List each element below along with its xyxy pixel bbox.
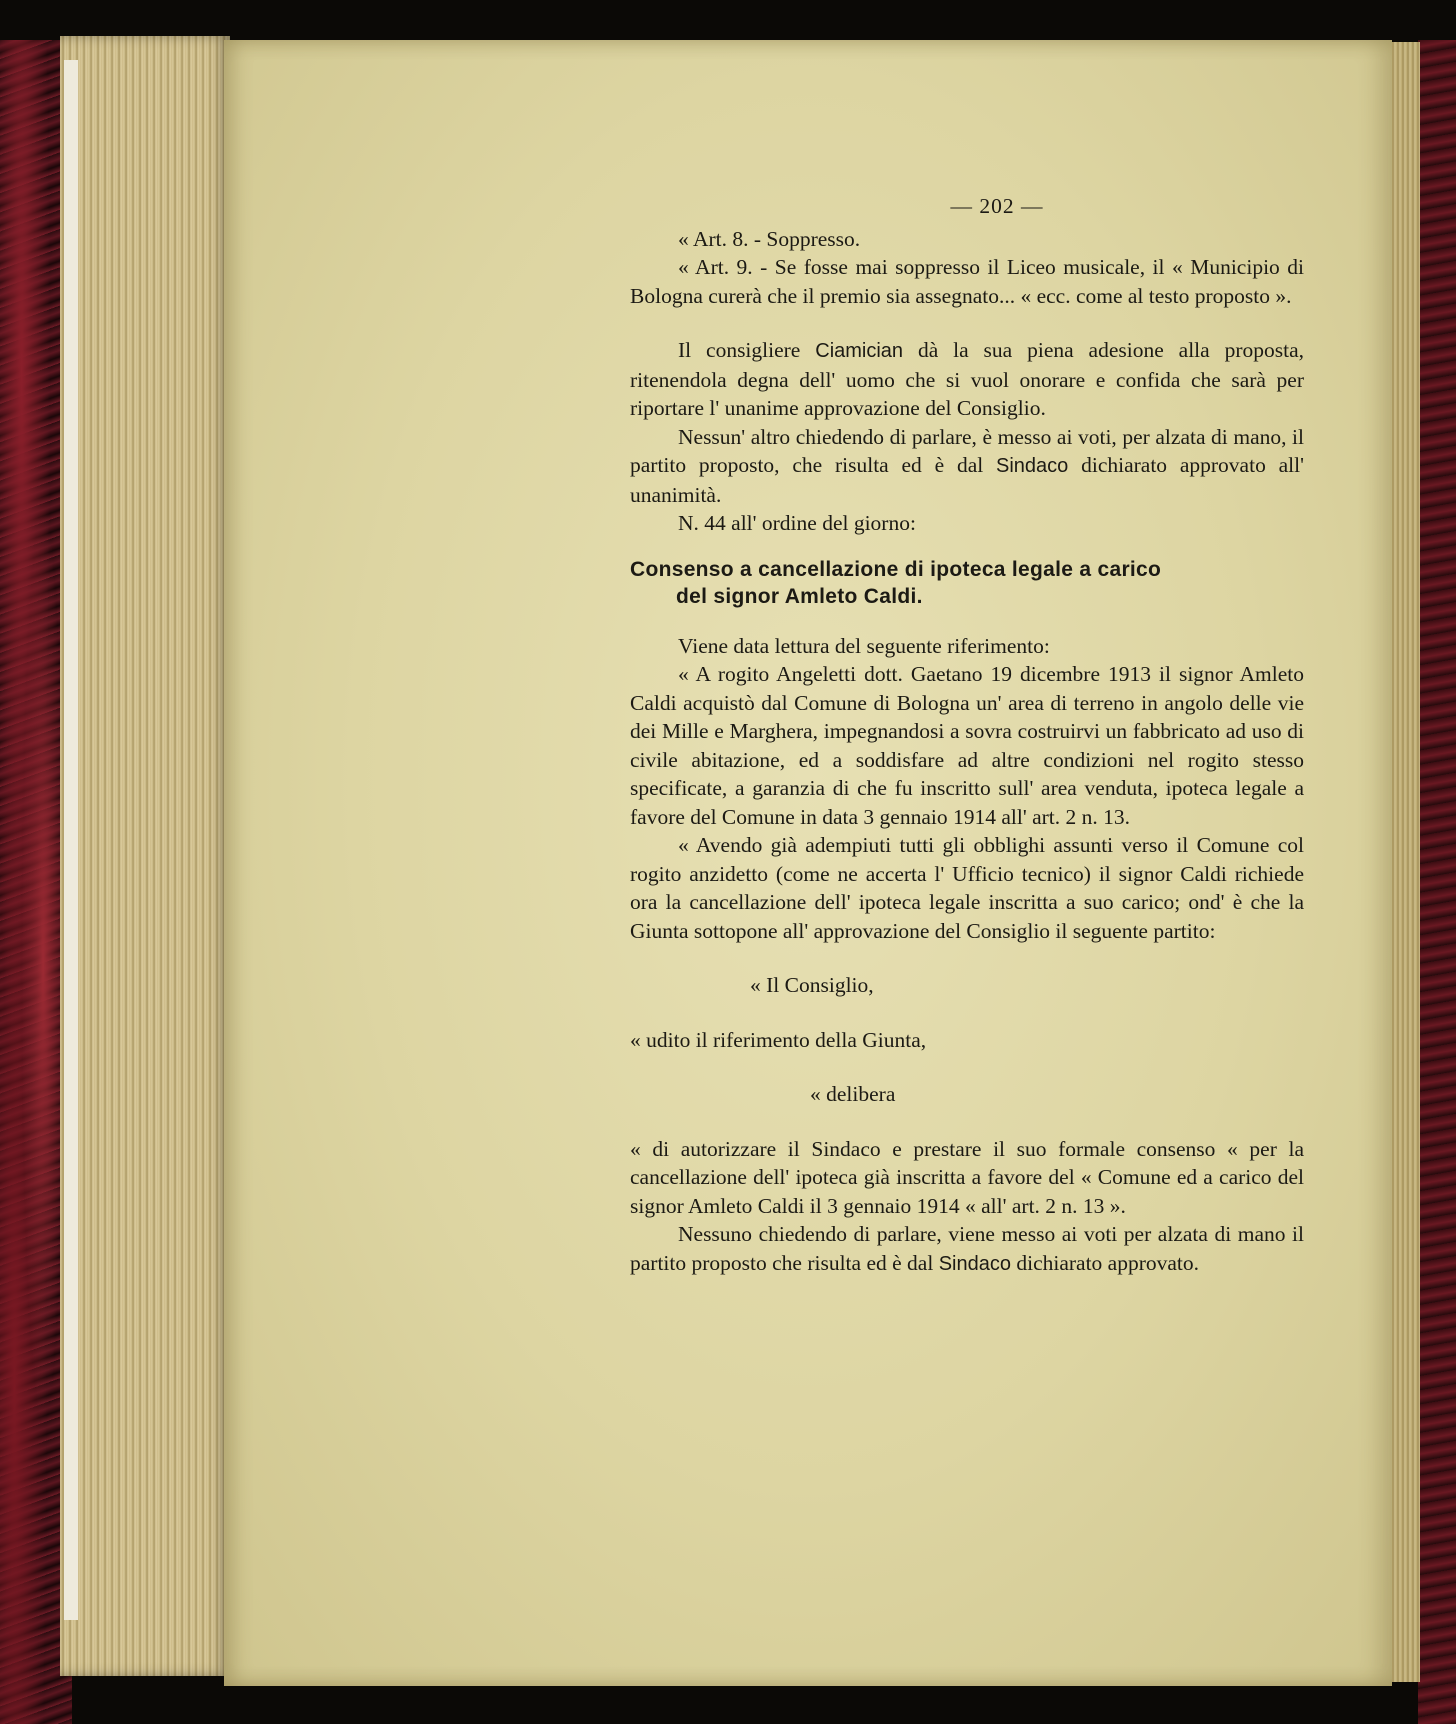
name-ciamician: Ciamician	[815, 340, 904, 362]
resolution-udito: « udito il riferimento della Giunta,	[630, 1027, 927, 1052]
paragraph-avendo: « Avendo già adempiuti tutti gli obblighi assunti verso il Comune col rogito anzidetto (come ne accerta l' Ufficio tecnico) il signor Caldi richiede ora la cancellazione dell' ipoteca legale inscritta a suo carico; ond' è che la Giunta sottopone all' approvazione del Consiglio il seguente partito:	[630, 833, 1304, 943]
page-number: — 202 —	[950, 194, 1044, 218]
paragraph-intro: Viene data lettura del seguente riferimento:	[678, 633, 1050, 658]
text-span: dà la sua piena adesione alla proposta, ritenendola degna dell' uomo che si vuol onorare e confida che sarà per riportare l' unanime approvazione del Consiglio.	[630, 338, 1304, 420]
text-span: Nessun' altro chiedendo di parlare, è messo ai voti, per alzata di mano, il partito proposto, che risulta ed è dal	[630, 424, 1304, 477]
page-sheet	[224, 40, 1392, 1686]
page-edges-left	[60, 36, 230, 1676]
heading-line-1: Consenso a cancellazione di ipoteca legale a carico	[630, 557, 1162, 581]
resolution-consiglio: « Il Consiglio,	[750, 973, 874, 997]
text-span: dichiarato approvato.	[1010, 1250, 1200, 1275]
paragraph-final-vote	[630, 1220, 1304, 1278]
paragraph-ciamician	[630, 336, 1304, 423]
flyleaf-edge	[64, 60, 78, 1620]
text-column	[630, 192, 1304, 1278]
paragraph-vote-first	[630, 423, 1304, 510]
section-heading	[630, 556, 1304, 610]
name-sindaco: Sindaco	[996, 455, 1069, 477]
text-span: Nessuno chiedendo di parlare, viene messo ai voti per alzata di mano il partito proposto che risulta ed è dal	[630, 1222, 1304, 1275]
text-span: dichiarato approvato all' unanimità.	[630, 453, 1304, 507]
name-sindaco-final: Sindaco	[938, 1252, 1011, 1275]
paragraph-rogito: « A rogito Angeletti dott. Gaetano 19 dicembre 1913 il signor Amleto Caldi acquistò dal Comune di Bologna un' area di terreno in angolo delle vie dei Mille e Marghera, impegnandosi a sovra costruirvi un fabbricato ad uso di civile abitazione, ed a soddisfare ad altre condizioni nel rogito stesso specificate, a garanzia di che fu inscritto sull' area venduta, ipoteca legale a favore del Comune in data 3 gennaio 1914 all' art. 2 n. 13.	[630, 662, 1304, 829]
heading-line-2: del signor Amleto Caldi.	[676, 584, 923, 608]
resolution-autorizzare: « di autorizzare il Sindaco e prestare il suo formale consenso « per la cancellazione dell' ipoteca già inscritta a favore del « Comune ed a carico del signor Amleto Caldi il 3 gennaio 1914 « all' art. 2 n. 13 ».	[630, 1136, 1304, 1218]
paragraph-art8: « Art. 8. - Soppresso.	[678, 226, 861, 251]
paragraph-order: N. 44 all' ordine del giorno:	[678, 511, 916, 535]
paragraph-art9: « Art. 9. - Se fosse mai soppresso il Liceo musicale, il « Municipio di Bologna curerà che il premio sia assegnato... « ecc. come al testo proposto ».	[630, 255, 1304, 308]
book-binding-right	[1418, 40, 1456, 1724]
text-span: Il consigliere	[678, 338, 816, 362]
resolution-delibera: « delibera	[810, 1082, 896, 1106]
